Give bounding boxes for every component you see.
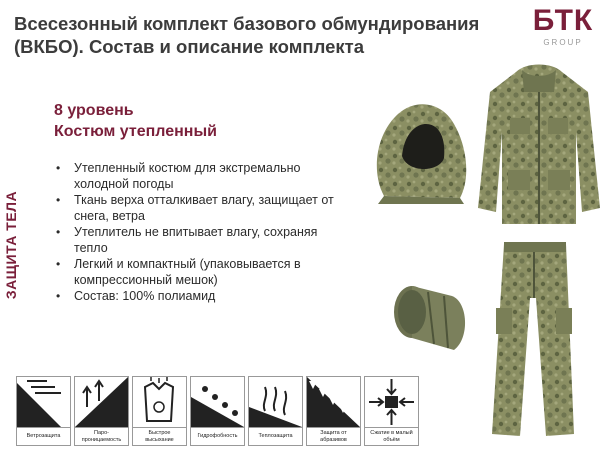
- property-card: [364, 376, 419, 446]
- product-level: 8 уровень: [54, 102, 134, 119]
- property-card: [306, 376, 361, 446]
- property-label: Быстрое высыхание: [133, 427, 186, 445]
- property-label: Паро-проницаемость: [75, 427, 128, 445]
- abrasion-protection-icon: [307, 377, 360, 427]
- wind-protection-icon: [17, 377, 70, 427]
- property-label: Гидрофобность: [191, 427, 244, 445]
- property-card: [132, 376, 187, 446]
- water-repellent-icon: [191, 377, 244, 427]
- property-card: [16, 376, 71, 446]
- property-card: [248, 376, 303, 446]
- property-card: [74, 376, 129, 446]
- feature-item: • Ткань верха отталкивает влагу, защищает от снега, ветра: [54, 192, 344, 224]
- feature-item: • Утеплитель не впитывает влагу, сохраняя тепло: [54, 224, 344, 256]
- section-side-label: [0, 180, 22, 310]
- compression-icon: [365, 377, 418, 427]
- hood-photo: [364, 96, 476, 204]
- jacket-photo: [478, 58, 600, 228]
- feature-item: • Состав: 100% полиамид: [54, 288, 344, 304]
- product-name: Костюм утепленный: [54, 123, 217, 140]
- property-label: Теплозащита: [249, 427, 302, 445]
- property-label: Ветрозащита: [17, 427, 70, 445]
- feature-item: • Легкий и компактный (упаковывается в компрессионный мешок): [54, 256, 344, 288]
- product-heading: [54, 100, 217, 142]
- pants-photo: [484, 238, 584, 438]
- brand-logo: [528, 4, 598, 52]
- property-label: Сжатие в малый объём: [365, 427, 418, 445]
- section-side-label-text: ЗАЩИТА ТЕЛА: [3, 190, 19, 300]
- property-icons: [16, 376, 420, 446]
- feature-item: • Утепленный костюм для экстремально холодной погоды: [54, 160, 344, 192]
- feature-list: [54, 160, 344, 304]
- brand-logo-sub: GROUP: [543, 38, 583, 47]
- brand-logo-main: БТК: [532, 4, 594, 37]
- page-title: [14, 12, 514, 58]
- property-card: [190, 376, 245, 446]
- vapor-permeability-icon: [75, 377, 128, 427]
- compression-bag-photo: [388, 282, 470, 358]
- page-title-line1: Всесезонный комплект базового обмундирования: [14, 13, 480, 34]
- heat-protection-icon: [249, 377, 302, 427]
- property-label: Защита от абразивов: [307, 427, 360, 445]
- page-title-line2: (ВКБО). Состав и описание комплекта: [14, 36, 364, 57]
- quick-dry-icon: [133, 377, 186, 427]
